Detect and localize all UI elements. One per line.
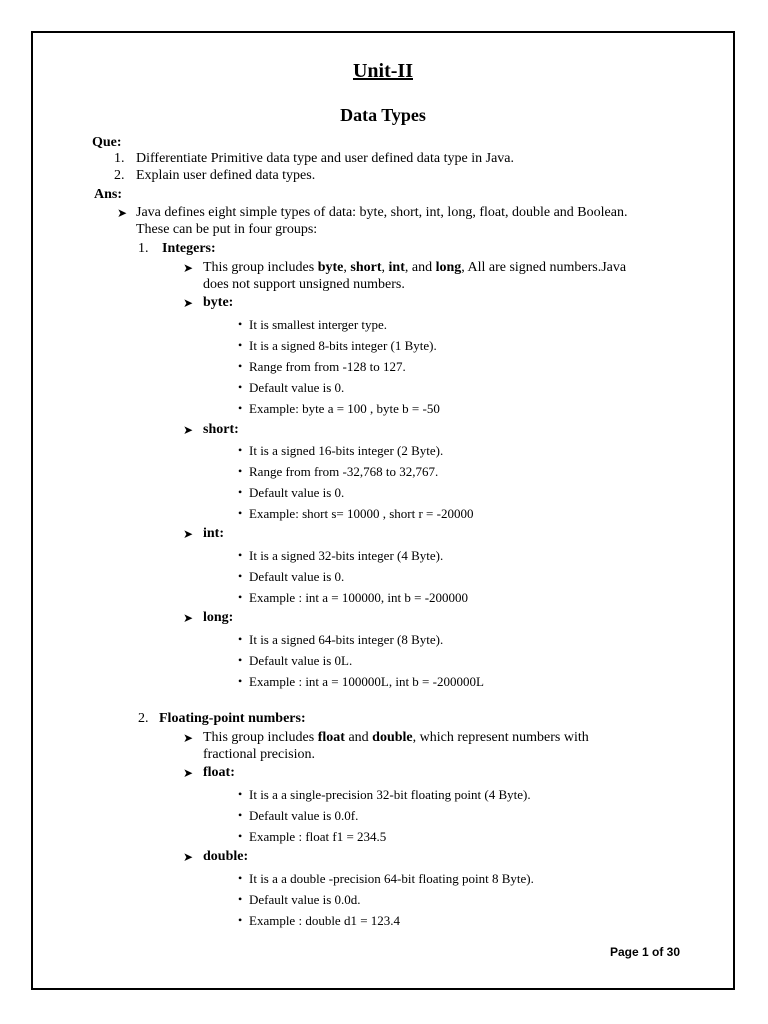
- page-frame: [31, 31, 735, 990]
- type-heading: double:: [203, 849, 249, 864]
- bullet-icon: •: [238, 443, 243, 457]
- bullet-text: Default value is 0.0d.: [249, 892, 361, 907]
- arrow-bullet-icon: ➤: [183, 611, 194, 625]
- bullet-text: Range from from -128 to 127.: [249, 359, 406, 374]
- intro-line: Java defines eight simple types of data: byte, short, int, long, float, double and Boolean.: [136, 205, 628, 220]
- bullet-icon: •: [238, 913, 243, 927]
- bullet-icon: •: [238, 787, 243, 801]
- bullet-icon: •: [238, 401, 243, 415]
- arrow-bullet-icon: ➤: [183, 423, 194, 437]
- bullet-icon: •: [238, 632, 243, 646]
- bullet-icon: •: [238, 317, 243, 331]
- question-text: Differentiate Primitive data type and user defined data type in Java.: [136, 151, 514, 166]
- bullet-text: It is smallest interger type.: [249, 317, 388, 332]
- group-description: does not support unsigned numbers.: [203, 277, 405, 292]
- bullet-icon: •: [238, 464, 243, 478]
- type-heading: long:: [203, 610, 234, 625]
- bullet-icon: •: [238, 808, 243, 822]
- type-heading: float:: [203, 765, 235, 780]
- bullet-icon: •: [238, 485, 243, 499]
- type-heading: short:: [203, 422, 239, 437]
- group-title: Floating-point numbers:: [159, 711, 306, 726]
- bullet-text: Example : int a = 100000L, int b = -200000L: [249, 674, 484, 689]
- page-number: Page 1 of 30: [610, 945, 681, 959]
- arrow-bullet-icon: ➤: [183, 766, 194, 780]
- group-description: fractional precision.: [203, 747, 315, 762]
- bullet-text: Range from from -32,768 to 32,767.: [249, 464, 439, 479]
- question-number: 1.: [114, 151, 125, 166]
- bullet-text: It is a signed 32-bits integer (4 Byte).: [249, 548, 444, 563]
- bullet-icon: •: [238, 506, 243, 520]
- bullet-icon: •: [238, 892, 243, 906]
- bullet-text: Example: byte a = 100 , byte b = -50: [249, 401, 440, 416]
- bullet-text: It is a signed 8-bits integer (1 Byte).: [249, 338, 437, 353]
- arrow-bullet-icon: ➤: [183, 261, 194, 275]
- group-description: This group includes byte, short, int, and long, All are signed numbers.Java: [203, 260, 627, 275]
- bullet-icon: •: [238, 338, 243, 352]
- bullet-text: Example : float f1 = 234.5: [249, 829, 387, 844]
- bullet-icon: •: [238, 871, 243, 885]
- bullet-text: Default value is 0.0f.: [249, 808, 359, 823]
- bullet-icon: •: [238, 359, 243, 373]
- ans-label: Ans:: [94, 187, 123, 202]
- bullet-icon: •: [238, 674, 243, 688]
- question-text: Explain user defined data types.: [136, 168, 316, 183]
- group-number: 2.: [138, 711, 149, 726]
- bullet-icon: •: [238, 569, 243, 583]
- group-title: Integers:: [162, 241, 216, 256]
- arrow-bullet-icon: ➤: [183, 527, 194, 541]
- bullet-text: Default value is 0.: [249, 380, 345, 395]
- bullet-text: Example: short s= 10000 , short r = -20000: [249, 506, 474, 521]
- group-description: This group includes float and double, which represent numbers with: [203, 730, 589, 745]
- type-heading: int:: [203, 526, 224, 541]
- bullet-text: Default value is 0.: [249, 485, 345, 500]
- arrow-bullet-icon: ➤: [117, 206, 128, 220]
- bullet-icon: •: [238, 380, 243, 394]
- arrow-bullet-icon: ➤: [183, 731, 194, 745]
- que-label: Que:: [92, 135, 122, 150]
- bullet-icon: •: [238, 653, 243, 667]
- bullet-text: Example : double d1 = 123.4: [249, 913, 401, 928]
- bullet-text: Default value is 0.: [249, 569, 345, 584]
- arrow-bullet-icon: ➤: [183, 850, 194, 864]
- bullet-icon: •: [238, 829, 243, 843]
- question-number: 2.: [114, 168, 125, 183]
- bullet-icon: •: [238, 590, 243, 604]
- type-heading: byte:: [203, 295, 234, 310]
- bullet-icon: •: [238, 548, 243, 562]
- bullet-text: It is a a single-precision 32-bit floating point (4 Byte).: [249, 787, 531, 802]
- arrow-bullet-icon: ➤: [183, 296, 194, 310]
- intro-line: These can be put in four groups:: [136, 222, 318, 237]
- bullet-text: It is a a double -precision 64-bit floating point 8 Byte).: [249, 871, 534, 886]
- bullet-text: It is a signed 64-bits integer (8 Byte).: [249, 632, 444, 647]
- document-title: Data Types: [340, 105, 426, 125]
- unit-title: Unit-II: [352, 60, 413, 82]
- bullet-text: It is a signed 16-bits integer (2 Byte).: [249, 443, 444, 458]
- bullet-text: Default value is 0L.: [249, 653, 353, 668]
- group-number: 1.: [138, 241, 149, 256]
- bullet-text: Example : int a = 100000, int b = -200000: [249, 590, 469, 605]
